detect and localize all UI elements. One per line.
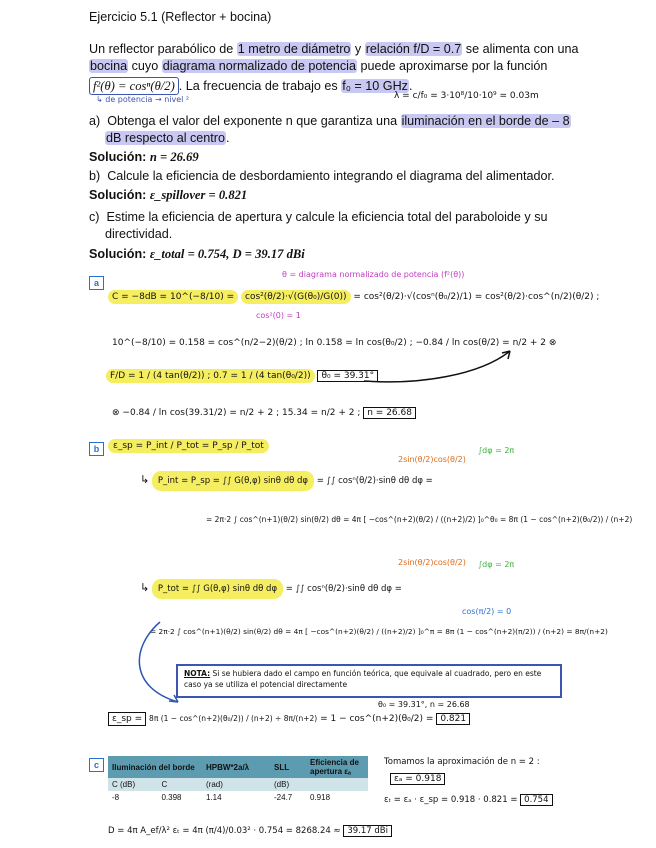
work-a-theta0-box: θ₀ = 39.31°	[317, 370, 378, 382]
note-label: NOTA:	[184, 669, 211, 678]
work-a-c-db: C = −8dB = 10^(−8/10) =	[108, 290, 238, 304]
highlight-bocina: bocina	[90, 59, 128, 73]
question-text: directividad.	[105, 227, 173, 241]
table-header: HPBW*2a/λ	[202, 756, 270, 778]
problem-statement	[89, 41, 609, 95]
table-cell: 0.398	[157, 791, 202, 804]
annotation-cos: cos²(0) = 1	[256, 311, 301, 320]
table-header: Eficiencia de apertura εₐ	[306, 756, 368, 778]
work-b-ptot-eval: = 2π·2 ∫ cos^(n+1)(θ/2) sin(θ/2) dθ = 4π [ −cos^(n+2)(θ/2) / ((n+2)/2) ]₀^π = 8π (1 − cos^(n+2)(π/2)) / (n+2) = 8π/(n+2)	[150, 627, 608, 636]
aperture-efficiency-table	[108, 756, 368, 804]
arrow-to-log-icon	[360, 345, 520, 385]
work-c-ea-box: εₐ = 0.918	[390, 773, 445, 785]
work-c-et	[384, 795, 553, 805]
table-cell: -8	[108, 791, 157, 804]
question-letter: c)	[89, 210, 100, 224]
highlight-fd: relación f/D = 0.7	[365, 42, 462, 56]
annotation-lambda: λ = c/f₀ = 3·10⁸/10·10⁹ = 0.03m	[394, 91, 539, 101]
work-b-pint-rhs: = ∫∫ cosⁿ(θ/2)·sinθ dθ dφ =	[316, 476, 433, 486]
section-tag-b: b	[89, 442, 104, 456]
highlight-frequency: f₀ = 10 GHz	[342, 79, 408, 93]
statement-text: se alimenta con una	[462, 42, 579, 56]
circle-mark-icon: ⊗	[548, 338, 557, 348]
work-b-pint-def: P_int = P_sp = ∫∫ G(θ,φ) sinθ dθ dφ	[152, 471, 314, 491]
feed-pattern-formula: f²(θ) = cosⁿ(θ/2)	[89, 77, 179, 95]
statement-text: Un reflector parabólico de	[89, 42, 237, 56]
annotation-sin-double: 2sin(θ/2)cos(θ/2)	[398, 558, 466, 567]
question-text: Calcule la eficiencia de desbordamiento integrando el diagrama del alimentador.	[107, 169, 555, 183]
work-a-log-equation: 10^(−8/10) = 0.158 = cos^(n/2−2)(θ/2) ; ln 0.158 = ln cos(θ₀/2) ; −0.84 / ln cos(θ/2) = n/2 + 2	[112, 338, 547, 348]
solution-label: Solución:	[89, 247, 147, 261]
table-cell: -24.7	[270, 791, 306, 804]
work-b-esp-ratio: ε_sp = P_int / P_tot = P_sp / P_tot	[108, 439, 269, 453]
table-cell: (dB)	[270, 778, 306, 791]
work-a-line4	[112, 408, 416, 418]
solution-label: Solución:	[89, 150, 147, 164]
work-a-n-box: n = 26.68	[363, 407, 416, 419]
table-cell: C (dB)	[108, 778, 157, 791]
note-box	[176, 664, 562, 698]
page-title: Ejercicio 5.1 (Reflector + bocina)	[89, 10, 272, 24]
section-tag-c: c	[89, 758, 104, 772]
annotation-diagram: θ = diagrama normalizado de potencia (f²(θ))	[282, 270, 465, 279]
circle-mark-icon: ⊗	[112, 408, 120, 418]
table-cell: 0.918	[306, 791, 368, 804]
solution-value: n = 26.69	[149, 150, 199, 164]
work-b-ptot-rhs: = ∫∫ cosⁿ(θ/2)·sinθ dθ dφ =	[285, 584, 402, 594]
annotation-phi-integral: ∫dφ = 2π	[478, 560, 515, 569]
work-c-directivity	[108, 826, 392, 836]
work-b-esp-values: θ₀ = 39.31°, n = 26.68	[378, 700, 470, 709]
solution-value: ε_total = 0.754, D = 39.17 dBi	[149, 247, 305, 261]
work-c-et-box: 0.754	[520, 794, 552, 806]
question-text: Estime la eficiencia de apertura y calcule la eficiencia total del paraboloide y su	[106, 210, 548, 224]
work-b-esp-result	[108, 714, 470, 724]
work-b-esp-def	[108, 441, 269, 451]
work-b-ptot: ↳ P_tot = ∫∫ G(θ,φ) sinθ dθ dφ = ∫∫ cosⁿ(θ/2)·sinθ dθ dφ =	[140, 581, 402, 594]
note-text: Si se hubiera dado el campo en función teórica, que equivale al cuadrado, pero en este caso ya se utiliza el potencial directamente	[184, 669, 542, 689]
work-b-pint: ↳ P_int = P_sp = ∫∫ G(θ,φ) sinθ dθ dφ = ∫∫ cosⁿ(θ/2)·sinθ dθ dφ =	[140, 473, 433, 486]
highlight-diagram: diagrama normalizado de potencia	[162, 59, 356, 73]
work-a-line1	[108, 292, 599, 302]
question-letter: a)	[89, 114, 101, 128]
table-cell: (rad)	[202, 778, 270, 791]
question-b	[89, 168, 555, 185]
question-text: .	[226, 131, 230, 145]
work-a-line3	[106, 371, 378, 381]
table-cell: 1.14	[202, 791, 270, 804]
annotation-sin-double: 2sin(θ/2)cos(θ/2)	[398, 455, 466, 464]
statement-text: puede aproximarse por la función	[356, 59, 548, 73]
question-a	[89, 113, 609, 147]
section-tag-a: a	[89, 276, 104, 290]
work-a-exponent-eq: −0.84 / ln cos(39.31/2) = n/2 + 2 ; 15.34 = n/2 + 2 ;	[122, 408, 361, 418]
work-b-esp-box: 0.821	[436, 713, 470, 725]
work-a-fd-relation: F/D = 1 / (4 tan(θ/2)) ; 0.7 = 1 / (4 tan(θ₀/2))	[106, 369, 315, 383]
work-b-esp-fraction: 8π (1 − cos^(n+2)(θ₀/2)) / (n+2) ÷ 8π/(n+2)	[149, 714, 318, 723]
highlight-relative-center: dB respecto al centro	[106, 131, 226, 145]
work-c-d-box: 39.17 dBi	[343, 825, 392, 837]
table-cell	[306, 778, 368, 791]
annotation-under-formula: ↳ de potencia → nivel ²	[96, 95, 190, 104]
work-b-pint-eval: = 2π·2 ∫ cos^(n+1)(θ/2) sin(θ/2) dθ = 4π [ −cos^(n+2)(θ/2) / ((n+2)/2) ]₀^θ₀ = 8π (1 − cos^(n+2)(θ₀/2)) / (n+2)	[206, 515, 633, 524]
solution-a	[89, 149, 199, 166]
work-b-esp-lhs: ε_sp =	[108, 712, 146, 726]
work-a-cos-sqrt: cos²(θ/2)·√(G(θ₀)/G(0))	[241, 290, 351, 304]
work-c-ea	[390, 774, 445, 784]
statement-text: .	[408, 79, 413, 93]
solution-label: Solución:	[89, 188, 147, 202]
question-c	[89, 209, 609, 243]
work-a-cos-expansion: = cos²(θ/2)·√(cosⁿ(θ₀/2)/1) = cos²(θ/2)·cos^(n/2)(θ/2) ;	[353, 292, 600, 302]
solution-c	[89, 246, 305, 263]
work-c-et-line: εₜ = εₐ · ε_sp = 0.918 · 0.821 =	[384, 795, 518, 805]
work-c-d-line: D = 4π A_ef/λ² εₜ = 4π (π/4)/0.03² · 0.754 = 8268.24 ≈	[108, 826, 341, 836]
statement-text: cuyo	[128, 59, 162, 73]
statement-text: y	[351, 42, 365, 56]
annotation-cos-pi: cos(π/2) = 0	[462, 607, 512, 616]
table-header: Iluminación del borde	[108, 756, 202, 778]
work-b-esp-rhs: = 1 − cos^(n+2)(θ₀/2) =	[320, 714, 434, 724]
question-text: Obtenga el valor del exponente n que garantiza una	[107, 114, 401, 128]
statement-text: . La frecuencia de trabajo es	[178, 79, 342, 93]
table-cell: C	[157, 778, 202, 791]
work-c-approx: Tomamos la aproximación de n = 2 :	[384, 757, 540, 767]
work-b-ptot-def: P_tot = ∫∫ G(θ,φ) sinθ dθ dφ	[152, 579, 283, 599]
solution-value: ε_spillover = 0.821	[149, 188, 248, 202]
annotation-phi-integral: ∫dφ = 2π	[478, 446, 515, 455]
highlight-edge-illumination: iluminación en el borde de – 8	[401, 114, 570, 128]
table-header: SLL	[270, 756, 306, 778]
solution-b	[89, 187, 247, 204]
highlight-diameter: 1 metro de diámetro	[237, 42, 351, 56]
question-letter: b)	[89, 169, 101, 183]
